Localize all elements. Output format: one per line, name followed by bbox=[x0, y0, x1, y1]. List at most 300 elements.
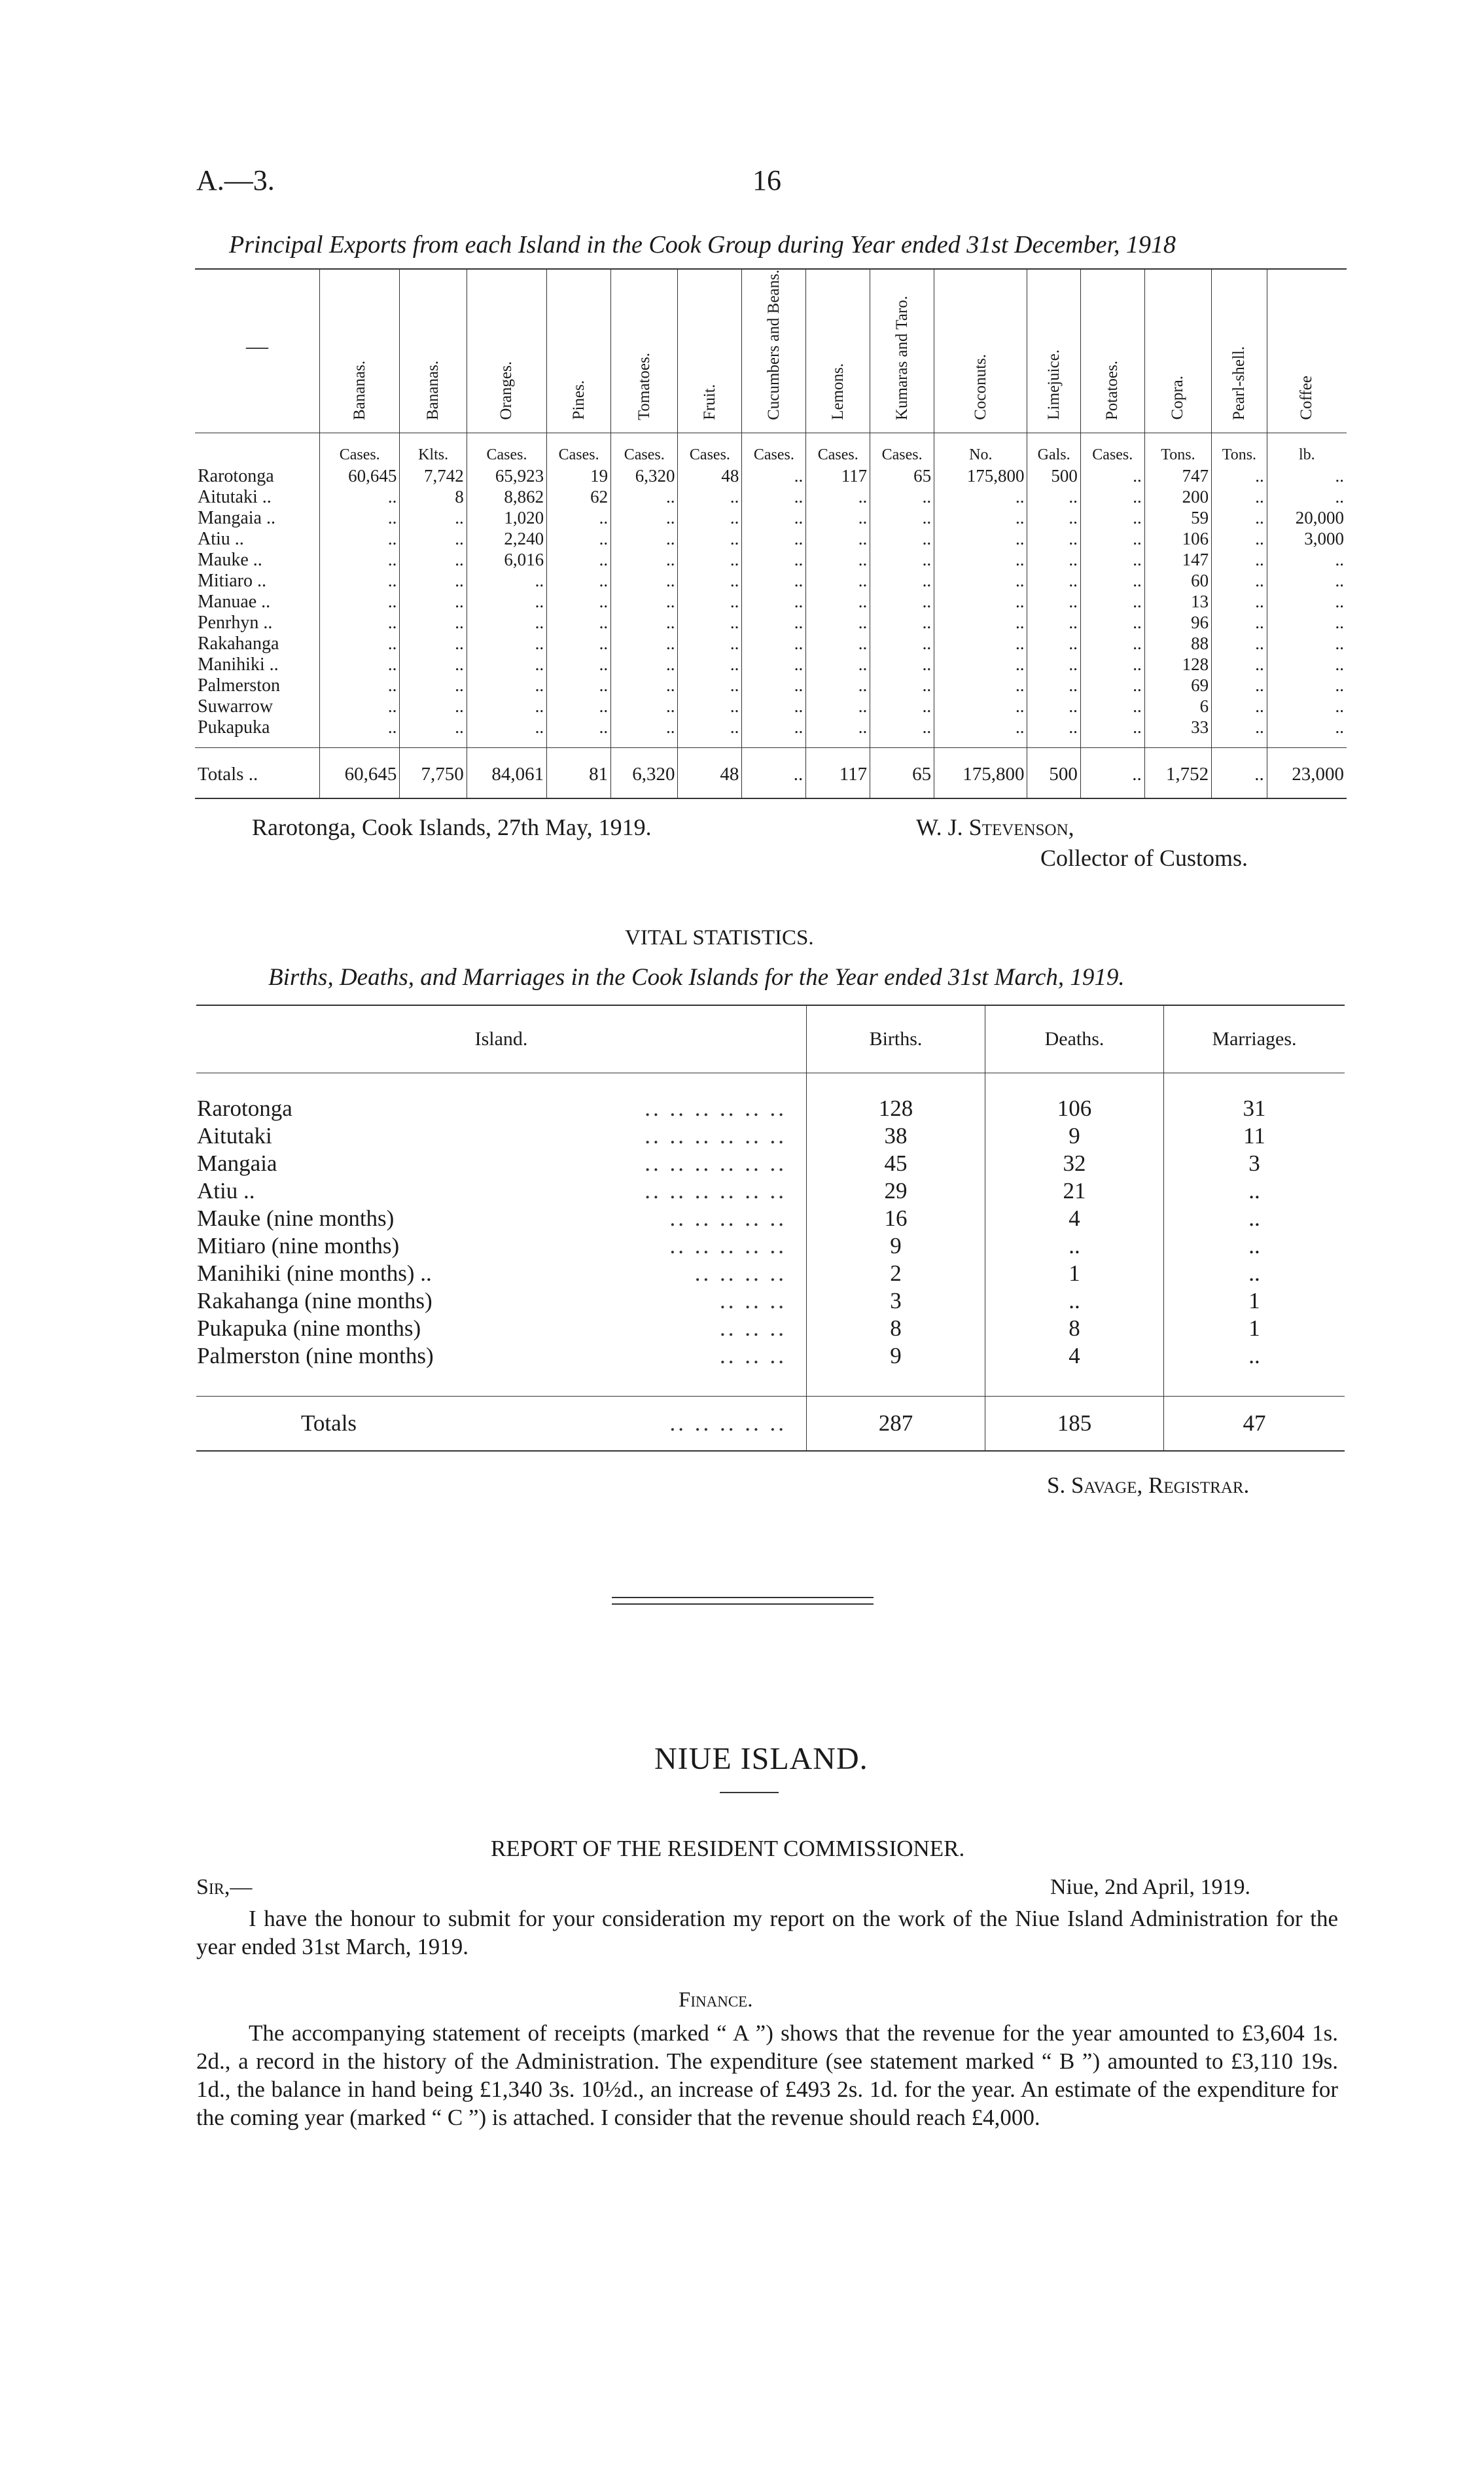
exports-island-cell: Pukapuka bbox=[198, 717, 270, 738]
exports-value-cell: .. bbox=[870, 487, 934, 508]
exports-total-cell: 65 bbox=[870, 747, 934, 798]
exports-row bbox=[195, 613, 1347, 634]
exports-value-cell: .. bbox=[467, 613, 546, 634]
exports-value-cell: .. bbox=[1027, 717, 1080, 748]
niue-heading-rule bbox=[720, 1792, 779, 1793]
exports-value-cell: 2,240 bbox=[467, 529, 546, 550]
exports-value-cell: .. bbox=[742, 508, 806, 529]
exports-value-cell: .. bbox=[1027, 634, 1080, 654]
exports-col-header bbox=[678, 269, 742, 433]
exports-value-cell: .. bbox=[1212, 717, 1267, 748]
exports-value-cell: .. bbox=[320, 529, 400, 550]
vital-leader-dots: .. .. .. .. .. bbox=[669, 1410, 786, 1436]
exports-header-row bbox=[195, 269, 1347, 433]
exports-totals-row bbox=[195, 747, 1347, 798]
exports-value-cell: .. bbox=[742, 717, 806, 748]
vital-deaths-cell: .. bbox=[985, 1287, 1164, 1315]
exports-value-cell: .. bbox=[1267, 717, 1347, 748]
salutation: Sir,— bbox=[196, 1875, 253, 1899]
exports-value-cell: 747 bbox=[1144, 466, 1211, 487]
exports-value-cell: .. bbox=[467, 696, 546, 717]
exports-total-cell: 7,750 bbox=[400, 747, 467, 798]
exports-value-cell: .. bbox=[320, 550, 400, 571]
customs-signatory: W. J. Stevenson, bbox=[916, 814, 1074, 840]
exports-title: Principal Exports from each Island in the Cook Group during Year ended 31st December, 1918 bbox=[229, 231, 1176, 259]
vital-row bbox=[196, 1260, 1345, 1287]
exports-value-cell: 106 bbox=[1144, 529, 1211, 550]
vital-island-name: Aitutaki bbox=[197, 1123, 272, 1149]
exports-value-cell: .. bbox=[934, 592, 1027, 613]
exports-value-cell: .. bbox=[1080, 487, 1144, 508]
exports-col-header-label: Lemons. bbox=[828, 363, 847, 420]
exports-value-cell: .. bbox=[547, 613, 611, 634]
exports-value-cell: .. bbox=[1212, 634, 1267, 654]
exports-value-cell: .. bbox=[806, 696, 870, 717]
exports-col-header-label: Coffee bbox=[1298, 376, 1316, 420]
vital-marriages-cell: 47 bbox=[1164, 1397, 1345, 1452]
vital-statistics-heading: VITAL STATISTICS. bbox=[625, 926, 814, 950]
exports-value-cell: .. bbox=[1212, 696, 1267, 717]
exports-value-cell: .. bbox=[934, 508, 1027, 529]
vital-island-cell bbox=[196, 1397, 807, 1452]
exports-total-cell: 81 bbox=[547, 747, 611, 798]
exports-value-cell: .. bbox=[1267, 571, 1347, 592]
exports-value-cell: 65,923 bbox=[467, 466, 546, 487]
exports-value-cell: .. bbox=[1212, 654, 1267, 675]
vital-deaths-header: Deaths. bbox=[985, 1005, 1164, 1073]
vital-island-cell bbox=[196, 1205, 807, 1232]
vital-island-name: Rakahanga (nine months) bbox=[197, 1288, 433, 1313]
exports-value-cell: .. bbox=[806, 613, 870, 634]
exports-value-cell: .. bbox=[870, 529, 934, 550]
customs-place-date: Rarotonga, Cook Islands, 27th May, 1919. bbox=[252, 814, 652, 840]
exports-unit-cell: Cases. bbox=[320, 433, 400, 466]
vital-marriages-cell: 1 bbox=[1164, 1315, 1345, 1342]
exports-col-header-label: Oranges. bbox=[497, 361, 516, 420]
vital-leader-dots: .. .. .. bbox=[720, 1288, 786, 1313]
exports-value-cell: .. bbox=[870, 508, 934, 529]
exports-value-cell: .. bbox=[934, 613, 1027, 634]
vital-leader-dots: .. .. .. .. .. .. bbox=[645, 1151, 786, 1176]
exports-value-cell: 128 bbox=[1144, 654, 1211, 675]
exports-value-cell: .. bbox=[1212, 571, 1267, 592]
exports-island-cell: Manuae .. bbox=[198, 591, 271, 612]
exports-row bbox=[195, 466, 1347, 487]
exports-value-cell: .. bbox=[806, 717, 870, 748]
exports-value-cell: .. bbox=[678, 717, 742, 748]
exports-value-cell: .. bbox=[400, 571, 467, 592]
exports-col-header bbox=[934, 269, 1027, 433]
exports-value-cell: .. bbox=[934, 634, 1027, 654]
exports-unit-cell: Cases. bbox=[806, 433, 870, 466]
vital-island-cell bbox=[196, 1150, 807, 1177]
exports-island-cell: Mauke .. bbox=[198, 549, 262, 570]
exports-total-cell: 500 bbox=[1027, 747, 1080, 798]
exports-value-cell: .. bbox=[742, 529, 806, 550]
exports-value-cell: 60 bbox=[1144, 571, 1211, 592]
exports-value-cell: .. bbox=[467, 592, 546, 613]
vital-births-cell: 29 bbox=[807, 1177, 985, 1205]
exports-col-header bbox=[400, 269, 467, 433]
exports-value-cell: .. bbox=[678, 654, 742, 675]
exports-col-header bbox=[611, 269, 678, 433]
exports-col-header bbox=[1267, 269, 1347, 433]
vital-marriages-cell: .. bbox=[1164, 1177, 1345, 1205]
exports-value-cell: .. bbox=[1027, 654, 1080, 675]
vital-marriages-cell: 1 bbox=[1164, 1287, 1345, 1315]
exports-value-cell: .. bbox=[678, 550, 742, 571]
exports-unit-cell: Klts. bbox=[400, 433, 467, 466]
exports-value-cell: .. bbox=[400, 550, 467, 571]
exports-value-cell: 8,862 bbox=[467, 487, 546, 508]
exports-value-cell: .. bbox=[806, 571, 870, 592]
vital-leader-dots: .. .. .. bbox=[720, 1343, 786, 1368]
exports-total-cell: 23,000 bbox=[1267, 747, 1347, 798]
exports-value-cell: .. bbox=[742, 613, 806, 634]
exports-unit-cell: Cases. bbox=[742, 433, 806, 466]
exports-value-cell: .. bbox=[547, 696, 611, 717]
vital-marriages-cell: .. bbox=[1164, 1260, 1345, 1287]
vital-marriages-cell: 31 bbox=[1164, 1073, 1345, 1123]
exports-value-cell: .. bbox=[467, 634, 546, 654]
exports-value-cell: .. bbox=[934, 529, 1027, 550]
exports-value-cell: .. bbox=[1080, 634, 1144, 654]
exports-col-header bbox=[320, 269, 400, 433]
exports-value-cell: .. bbox=[806, 508, 870, 529]
vital-statistics-title: Births, Deaths, and Marriages in the Cook Islands for the Year ended 31st March, 1919. bbox=[268, 964, 1125, 991]
exports-unit-cell: No. bbox=[934, 433, 1027, 466]
exports-value-cell: .. bbox=[1267, 487, 1347, 508]
exports-value-cell: .. bbox=[934, 550, 1027, 571]
exports-value-cell: .. bbox=[400, 613, 467, 634]
exports-row bbox=[195, 592, 1347, 613]
exports-value-cell: .. bbox=[742, 634, 806, 654]
exports-value-cell: 96 bbox=[1144, 613, 1211, 634]
exports-value-cell: 8 bbox=[400, 487, 467, 508]
exports-value-cell: .. bbox=[1212, 613, 1267, 634]
vital-births-cell: 9 bbox=[807, 1342, 985, 1370]
exports-value-cell: .. bbox=[742, 696, 806, 717]
vital-island-cell bbox=[196, 1315, 807, 1342]
vital-births-cell: 38 bbox=[807, 1122, 985, 1150]
vital-deaths-cell: 106 bbox=[985, 1073, 1164, 1123]
exports-value-cell: .. bbox=[547, 654, 611, 675]
exports-col-header bbox=[467, 269, 546, 433]
exports-value-cell: .. bbox=[1027, 550, 1080, 571]
exports-value-cell: .. bbox=[1080, 654, 1144, 675]
exports-col-header-label: Coconuts. bbox=[971, 354, 989, 420]
exports-island-cell: Penrhyn .. bbox=[198, 612, 273, 633]
vital-row bbox=[196, 1073, 1345, 1123]
vital-island-cell bbox=[196, 1287, 807, 1315]
registrar-signature: S. Savage, Registrar. bbox=[1047, 1473, 1250, 1498]
exports-value-cell: .. bbox=[806, 487, 870, 508]
vital-island-header: Island. bbox=[196, 1005, 807, 1073]
exports-col-header-label: Pearl-shell. bbox=[1229, 346, 1248, 420]
vital-island-cell bbox=[196, 1342, 807, 1370]
exports-value-cell: .. bbox=[934, 696, 1027, 717]
exports-col-header-label: Fruit. bbox=[700, 384, 718, 420]
spacer-cell bbox=[807, 1370, 985, 1397]
exports-value-cell: .. bbox=[611, 654, 678, 675]
exports-value-cell: .. bbox=[678, 571, 742, 592]
exports-island-cell: Mitiaro .. bbox=[198, 570, 266, 591]
niue-heading: NIUE ISLAND. bbox=[654, 1741, 868, 1776]
exports-value-cell: .. bbox=[1212, 466, 1267, 487]
exports-value-cell: .. bbox=[806, 592, 870, 613]
exports-row bbox=[195, 529, 1347, 550]
exports-value-cell: .. bbox=[1267, 654, 1347, 675]
exports-value-cell: 6,320 bbox=[611, 466, 678, 487]
exports-value-cell: 7,742 bbox=[400, 466, 467, 487]
exports-value-cell: .. bbox=[870, 696, 934, 717]
exports-value-cell: .. bbox=[611, 508, 678, 529]
exports-table bbox=[195, 268, 1347, 799]
exports-value-cell: .. bbox=[320, 696, 400, 717]
exports-value-cell: 48 bbox=[678, 466, 742, 487]
vital-leader-dots: .. .. .. .. .. .. bbox=[645, 1178, 786, 1204]
vital-marriages-cell: 11 bbox=[1164, 1122, 1345, 1150]
vital-island-cell bbox=[196, 1073, 807, 1123]
exports-value-cell: 200 bbox=[1144, 487, 1211, 508]
exports-col-header bbox=[1080, 269, 1144, 433]
exports-value-cell: .. bbox=[1267, 675, 1347, 696]
exports-island-cell: Rarotonga bbox=[198, 465, 274, 486]
exports-value-cell: .. bbox=[400, 508, 467, 529]
exports-value-cell: .. bbox=[1027, 487, 1080, 508]
exports-value-cell: .. bbox=[678, 508, 742, 529]
finance-heading: Finance. bbox=[679, 1988, 753, 2012]
exports-value-cell: .. bbox=[320, 592, 400, 613]
exports-value-cell: .. bbox=[320, 675, 400, 696]
exports-value-cell: .. bbox=[1027, 592, 1080, 613]
exports-col-header bbox=[547, 269, 611, 433]
exports-island-cell: Mangaia .. bbox=[198, 507, 275, 528]
vital-deaths-cell: 9 bbox=[985, 1122, 1164, 1150]
exports-total-cell: 117 bbox=[806, 747, 870, 798]
vital-island-name: Atiu .. bbox=[197, 1178, 255, 1204]
exports-value-cell: 147 bbox=[1144, 550, 1211, 571]
vital-island-name: Manihiki (nine months) .. bbox=[197, 1260, 432, 1286]
vital-island-name: Mangaia bbox=[197, 1151, 277, 1176]
exports-value-cell: .. bbox=[467, 717, 546, 748]
vital-leader-dots: .. .. .. .. .. .. bbox=[645, 1123, 786, 1149]
vital-totals-row bbox=[196, 1397, 1345, 1452]
exports-value-cell: .. bbox=[320, 654, 400, 675]
exports-total-cell: .. bbox=[742, 747, 806, 798]
exports-total-cell: 48 bbox=[678, 747, 742, 798]
vital-island-name: Palmerston (nine months) bbox=[197, 1343, 434, 1368]
exports-value-cell: .. bbox=[1027, 571, 1080, 592]
exports-value-cell: .. bbox=[870, 613, 934, 634]
exports-value-cell: .. bbox=[934, 654, 1027, 675]
exports-row bbox=[195, 634, 1347, 654]
exports-row bbox=[195, 696, 1347, 717]
exports-value-cell: .. bbox=[547, 717, 611, 748]
exports-col-header bbox=[870, 269, 934, 433]
exports-value-cell: .. bbox=[678, 696, 742, 717]
exports-row bbox=[195, 571, 1347, 592]
exports-island-cell: Manihiki .. bbox=[198, 654, 279, 675]
exports-value-cell: .. bbox=[547, 571, 611, 592]
exports-island-cell: Rakahanga bbox=[198, 633, 279, 654]
exports-value-cell: .. bbox=[870, 717, 934, 748]
exports-value-cell: .. bbox=[870, 592, 934, 613]
vital-row bbox=[196, 1232, 1345, 1260]
vital-row bbox=[196, 1315, 1345, 1342]
exports-col-header-label: Tomatoes. bbox=[635, 352, 653, 420]
exports-value-cell: .. bbox=[400, 592, 467, 613]
exports-value-cell: .. bbox=[742, 550, 806, 571]
section-divider bbox=[612, 1597, 874, 1605]
exports-value-cell: .. bbox=[611, 613, 678, 634]
exports-value-cell: 1,020 bbox=[467, 508, 546, 529]
vital-island-name: Rarotonga bbox=[197, 1096, 292, 1121]
exports-value-cell: .. bbox=[678, 487, 742, 508]
exports-value-cell: .. bbox=[678, 634, 742, 654]
exports-value-cell: .. bbox=[934, 487, 1027, 508]
exports-unit-cell: lb. bbox=[1267, 433, 1347, 466]
vital-leader-dots: .. .. .. .. .. bbox=[669, 1205, 786, 1231]
exports-value-cell: .. bbox=[611, 529, 678, 550]
exports-value-cell: .. bbox=[1267, 696, 1347, 717]
exports-col-header-label: Copra. bbox=[1169, 376, 1187, 420]
exports-value-cell: 88 bbox=[1144, 634, 1211, 654]
exports-value-cell: .. bbox=[400, 529, 467, 550]
exports-value-cell: 6,016 bbox=[467, 550, 546, 571]
vital-row bbox=[196, 1122, 1345, 1150]
exports-total-cell: 84,061 bbox=[467, 747, 546, 798]
vital-island-cell bbox=[196, 1232, 807, 1260]
exports-value-cell: .. bbox=[934, 717, 1027, 748]
vital-births-cell: 287 bbox=[807, 1397, 985, 1452]
exports-col-header-label: Bananas. bbox=[423, 360, 442, 420]
vital-deaths-cell: 8 bbox=[985, 1315, 1164, 1342]
exports-value-cell: .. bbox=[742, 675, 806, 696]
exports-value-cell: .. bbox=[1212, 592, 1267, 613]
page-reference: A.—3. bbox=[196, 164, 275, 196]
vital-deaths-cell: 32 bbox=[985, 1150, 1164, 1177]
exports-value-cell: 62 bbox=[547, 487, 611, 508]
vital-row bbox=[196, 1342, 1345, 1370]
exports-value-cell: 33 bbox=[1144, 717, 1211, 748]
exports-value-cell: .. bbox=[320, 508, 400, 529]
exports-value-cell: .. bbox=[1080, 717, 1144, 748]
exports-value-cell: .. bbox=[547, 550, 611, 571]
exports-row bbox=[195, 508, 1347, 529]
exports-unit-cell: Cases. bbox=[678, 433, 742, 466]
vital-births-cell: 3 bbox=[807, 1287, 985, 1315]
exports-value-cell: .. bbox=[806, 529, 870, 550]
exports-value-cell: 19 bbox=[547, 466, 611, 487]
exports-value-cell: .. bbox=[320, 634, 400, 654]
vital-deaths-cell: 4 bbox=[985, 1205, 1164, 1232]
exports-value-cell: .. bbox=[742, 654, 806, 675]
vital-births-cell: 128 bbox=[807, 1073, 985, 1123]
vital-marriages-header: Marriages. bbox=[1164, 1005, 1345, 1073]
letter-date: Niue, 2nd April, 1919. bbox=[1050, 1875, 1250, 1899]
exports-value-cell: .. bbox=[870, 571, 934, 592]
vital-island-name: Mitiaro (nine months) bbox=[197, 1233, 400, 1258]
exports-value-cell: .. bbox=[1212, 508, 1267, 529]
paragraph-finance: The accompanying statement of receipts (marked “ A ”) shows that the revenue for the year amounted to £3,604 1s. 2d., a record in the history of the Administration. The expenditure (see statement marked “ B ”) amounted to £3,110 19s. 1d., the balance in hand being £1,340 3s. 10½d., an increase of £493 2s. 1d. for the year. An estimate of the expenditure for the coming year (marked “ C ”) is attached. I consider that the revenue should reach £4,000. bbox=[196, 2020, 1338, 2130]
vital-island-cell bbox=[196, 1177, 807, 1205]
exports-island-cell: Palmerston bbox=[198, 675, 280, 696]
exports-value-cell: .. bbox=[611, 634, 678, 654]
exports-value-cell: .. bbox=[1080, 466, 1144, 487]
exports-value-cell: .. bbox=[1080, 508, 1144, 529]
exports-island-cell: Suwarrow bbox=[198, 696, 274, 717]
exports-col-header-label: Pines. bbox=[569, 380, 588, 420]
vital-deaths-cell: 185 bbox=[985, 1397, 1164, 1452]
exports-value-cell: 3,000 bbox=[1267, 529, 1347, 550]
vital-island-cell bbox=[196, 1260, 807, 1287]
exports-col-header bbox=[1212, 269, 1267, 433]
exports-value-cell: .. bbox=[1080, 696, 1144, 717]
vital-marriages-cell: 3 bbox=[1164, 1150, 1345, 1177]
exports-value-cell: .. bbox=[611, 550, 678, 571]
exports-value-cell: .. bbox=[1027, 696, 1080, 717]
vital-leader-dots: .. .. .. bbox=[720, 1315, 786, 1341]
spacer-cell bbox=[1164, 1370, 1345, 1397]
vital-births-cell: 45 bbox=[807, 1150, 985, 1177]
exports-unit-cell: Cases. bbox=[870, 433, 934, 466]
exports-value-cell: .. bbox=[742, 592, 806, 613]
exports-value-cell: .. bbox=[742, 466, 806, 487]
vital-deaths-cell: 4 bbox=[985, 1342, 1164, 1370]
exports-col-header bbox=[1027, 269, 1080, 433]
exports-value-cell: .. bbox=[1212, 529, 1267, 550]
exports-value-cell: .. bbox=[547, 508, 611, 529]
exports-value-cell: .. bbox=[806, 675, 870, 696]
exports-row bbox=[195, 654, 1347, 675]
exports-value-cell: .. bbox=[467, 654, 546, 675]
exports-value-cell: .. bbox=[1212, 675, 1267, 696]
exports-value-cell: .. bbox=[400, 654, 467, 675]
exports-totals-label: Totals .. bbox=[195, 747, 320, 798]
vital-island-name: Mauke (nine months) bbox=[197, 1205, 395, 1231]
exports-value-cell: .. bbox=[870, 654, 934, 675]
exports-value-cell: 65 bbox=[870, 466, 934, 487]
exports-unit-cell: Cases. bbox=[1080, 433, 1144, 466]
exports-value-cell: .. bbox=[400, 717, 467, 748]
vital-births-header: Births. bbox=[807, 1005, 985, 1073]
exports-value-cell: .. bbox=[870, 550, 934, 571]
exports-value-cell: .. bbox=[1080, 550, 1144, 571]
vital-leader-dots: .. .. .. .. .. .. bbox=[645, 1096, 786, 1121]
exports-col-header-label: Limejuice. bbox=[1044, 349, 1063, 420]
exports-value-cell: .. bbox=[547, 634, 611, 654]
vital-leader-dots: .. .. .. .. .. bbox=[669, 1233, 786, 1258]
exports-value-cell: .. bbox=[806, 634, 870, 654]
exports-value-cell: .. bbox=[1080, 571, 1144, 592]
exports-value-cell: .. bbox=[400, 696, 467, 717]
exports-value-cell: .. bbox=[611, 592, 678, 613]
exports-value-cell: .. bbox=[611, 487, 678, 508]
vital-leader-dots: .. .. .. .. bbox=[694, 1260, 786, 1286]
exports-value-cell: .. bbox=[678, 529, 742, 550]
exports-col-header bbox=[806, 269, 870, 433]
exports-value-cell: .. bbox=[1212, 550, 1267, 571]
page-number: 16 bbox=[752, 164, 781, 196]
exports-value-cell: .. bbox=[320, 487, 400, 508]
vital-births-cell: 16 bbox=[807, 1205, 985, 1232]
exports-value-cell: 6 bbox=[1144, 696, 1211, 717]
exports-col-header bbox=[742, 269, 806, 433]
exports-total-cell: 60,645 bbox=[320, 747, 400, 798]
exports-value-cell: .. bbox=[1212, 487, 1267, 508]
vital-island-name: Pukapuka (nine months) bbox=[197, 1315, 421, 1341]
